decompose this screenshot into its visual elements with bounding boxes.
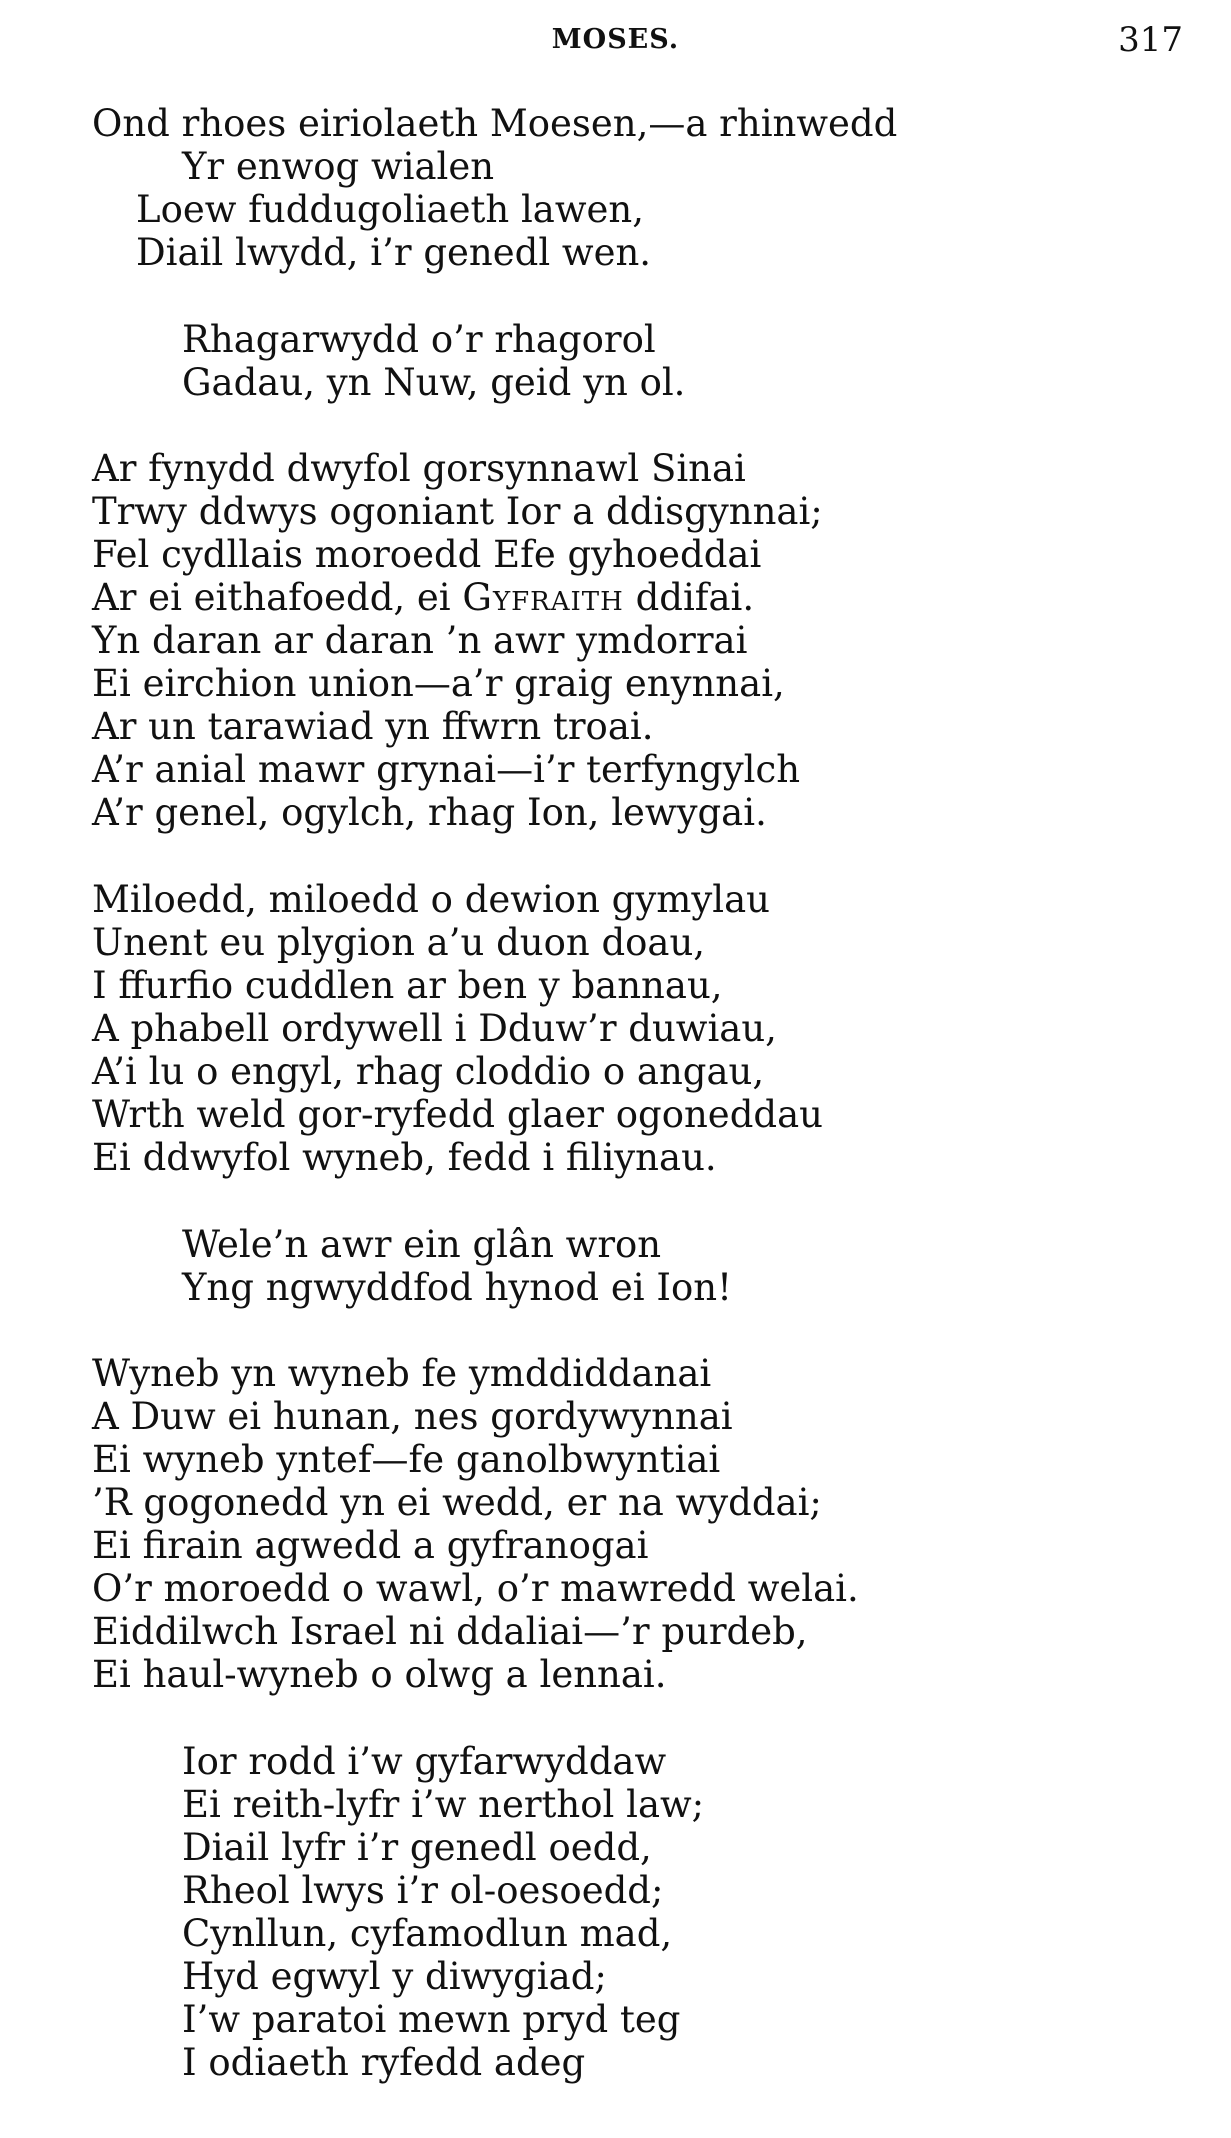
poem-line: A Duw ei hunan, nes gordywynnai	[92, 1395, 733, 1438]
poem-line: A’r anial mawr grynai—i’r terfyngylch	[92, 748, 801, 791]
poem-line: Ior rodd i’w gyfarwyddaw	[182, 1740, 667, 1783]
poem-line: Loew fuddugoliaeth lawen,	[136, 188, 644, 231]
poem-line: Diail lyfr i’r genedl oedd,	[182, 1826, 652, 1869]
poem-line: A phabell ordywell i Dduw’r duwiau,	[92, 1007, 777, 1050]
stanza	[92, 878, 1192, 1179]
poem-line: Ei ddwyfol wyneb, fedd i filiynau.	[92, 1136, 717, 1179]
poem-line: Yng ngwyddfod hynod ei Ion!	[182, 1266, 732, 1309]
stanza	[92, 1740, 1192, 2084]
poem-line: Rheol lwys i’r ol-oesoedd;	[182, 1869, 664, 1912]
poem-line: Ei wyneb yntef—fe ganolbwyntiai	[92, 1438, 721, 1481]
poem-line: Ei firain agwedd a gyfranogai	[92, 1524, 649, 1567]
poem-line: Hyd egwyl y diwygiad;	[182, 1955, 607, 1998]
poem-line: A’r genel, ogylch, rhag Ion, lewygai.	[92, 791, 767, 834]
poem-line: Unent eu plygion a’u duon doau,	[92, 921, 706, 964]
poem-line: Miloedd, miloedd o dewion gymylau	[92, 878, 770, 921]
poem-line: A’i lu o engyl, rhag cloddio o angau,	[92, 1050, 765, 1093]
poem-line	[92, 576, 1192, 619]
poem-line: Cynllun, cyfamodlun mad,	[182, 1912, 673, 1955]
poem-line: Wele’n awr ein glân wron	[182, 1223, 662, 1266]
stanza	[92, 1352, 1192, 1696]
poem-line: ’R gogonedd yn ei wedd, er na wyddai;	[92, 1481, 822, 1524]
line-text: ddifai.	[623, 576, 755, 619]
poem-line: Trwy ddwys ogoniant Ior a ddisgynnai;	[92, 490, 823, 533]
poem-line: Ei reith-lyfr i’w nerthol law;	[182, 1783, 705, 1826]
poem-line: Yr enwog wialen	[182, 145, 495, 188]
poem-line: Ei haul-wyneb o olwg a lennai.	[92, 1653, 667, 1696]
poem-line: Eiddilwch Israel ni ddaliai—’r purdeb,	[92, 1610, 808, 1653]
poem-line: Wrth weld gor-ryfedd glaer ogoneddau	[92, 1093, 823, 1136]
poem-line: O’r moroedd o wawl, o’r mawredd welai.	[92, 1567, 859, 1610]
poem-line: Ar un tarawiad yn ffwrn troai.	[92, 705, 654, 748]
poem-line: Fel cydllais moroedd Efe gyhoeddai	[92, 533, 762, 576]
stanza	[92, 318, 1192, 404]
poem-line: I ffurfio cuddlen ar ben y bannau,	[92, 964, 723, 1007]
poem-line: Rhagarwydd o’r rhagorol	[182, 318, 656, 361]
line-text: Ar ei eithafoedd, ei	[92, 576, 463, 619]
poem-line: Ar fynydd dwyfol gorsynnawl Sinai	[92, 447, 746, 490]
stanza	[92, 102, 1192, 274]
poem-line: I’w paratoi mewn pryd teg	[182, 1998, 681, 2041]
page-number: 317	[1118, 20, 1183, 60]
poem-line: Ei eirchion union—a’r graig enynnai,	[92, 662, 785, 705]
poem-line: Wyneb yn wyneb fe ymddiddanai	[92, 1352, 712, 1395]
poem-line: Yn daran ar daran ’n awr ymdorrai	[92, 619, 748, 662]
poem-line: I odiaeth ryfedd adeg	[182, 2041, 586, 2084]
stanza	[92, 1223, 1192, 1309]
poem-body	[92, 102, 1192, 2084]
small-caps-word: Gyfraith	[462, 576, 624, 619]
poem-line: Gadau, yn Nuw, geid yn ol.	[182, 361, 686, 404]
running-title: MOSES.	[551, 24, 680, 55]
poem-line: Diail lwydd, i’r genedl wen.	[136, 231, 652, 274]
stanza	[92, 447, 1192, 834]
poem-line: Ond rhoes eiriolaeth Moesen,—a rhinwedd	[92, 102, 898, 145]
